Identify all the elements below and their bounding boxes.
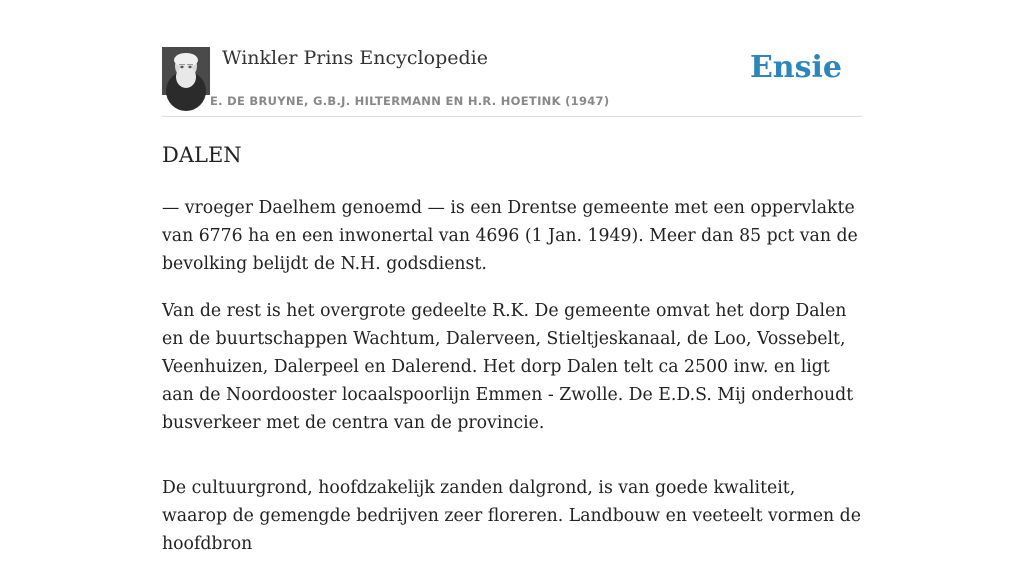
author-avatar[interactable] [162,47,210,95]
portrait-photo-icon [162,47,210,95]
source-header [162,46,862,117]
entry-title: DALEN [162,143,242,167]
source-authors: E. DE BRUYNE, G.B.J. HILTERMANN EN H.R. HOETINK (1947) [210,94,610,108]
entry-content [162,140,864,577]
source-title[interactable]: Winkler Prins Encyclopedie [222,47,488,69]
entry-paragraph: Van de rest is het overgrote gedeelte R.K. De gemeente omvat het dorp Dalen en de buurtschappen Wachtum, Dalerveen, Stieltjeskanaal, de Loo, Vossebelt, Veenhuizen, Dalerpeel en Dalerend. Het dorp Dalen telt ca 2500 inw. en ligt aan de Noordooster locaalspoorlijn Emmen - Zwolle. De E.D.S. Mij onderhoudt busverkeer met de centra van de provincie. [162,301,854,433]
entry-paragraph: — vroeger Daelhem genoemd — is een Drentse gemeente met een oppervlakte van 6776 ha en een inwonertal van 4696 (1 Jan. 1949). Meer dan 85 pct van de bevolking belijdt de N.H. godsdienst. [162,198,858,274]
entry-paragraph: De cultuurgrond, hoofdzakelijk zanden dalgrond, is van goede kwaliteit, waarop de gemengde bedrijven zeer floreren. Landbouw en veeteelt vormen de hoofdbron [162,478,861,554]
ensie-logo[interactable]: Ensie [749,50,842,85]
